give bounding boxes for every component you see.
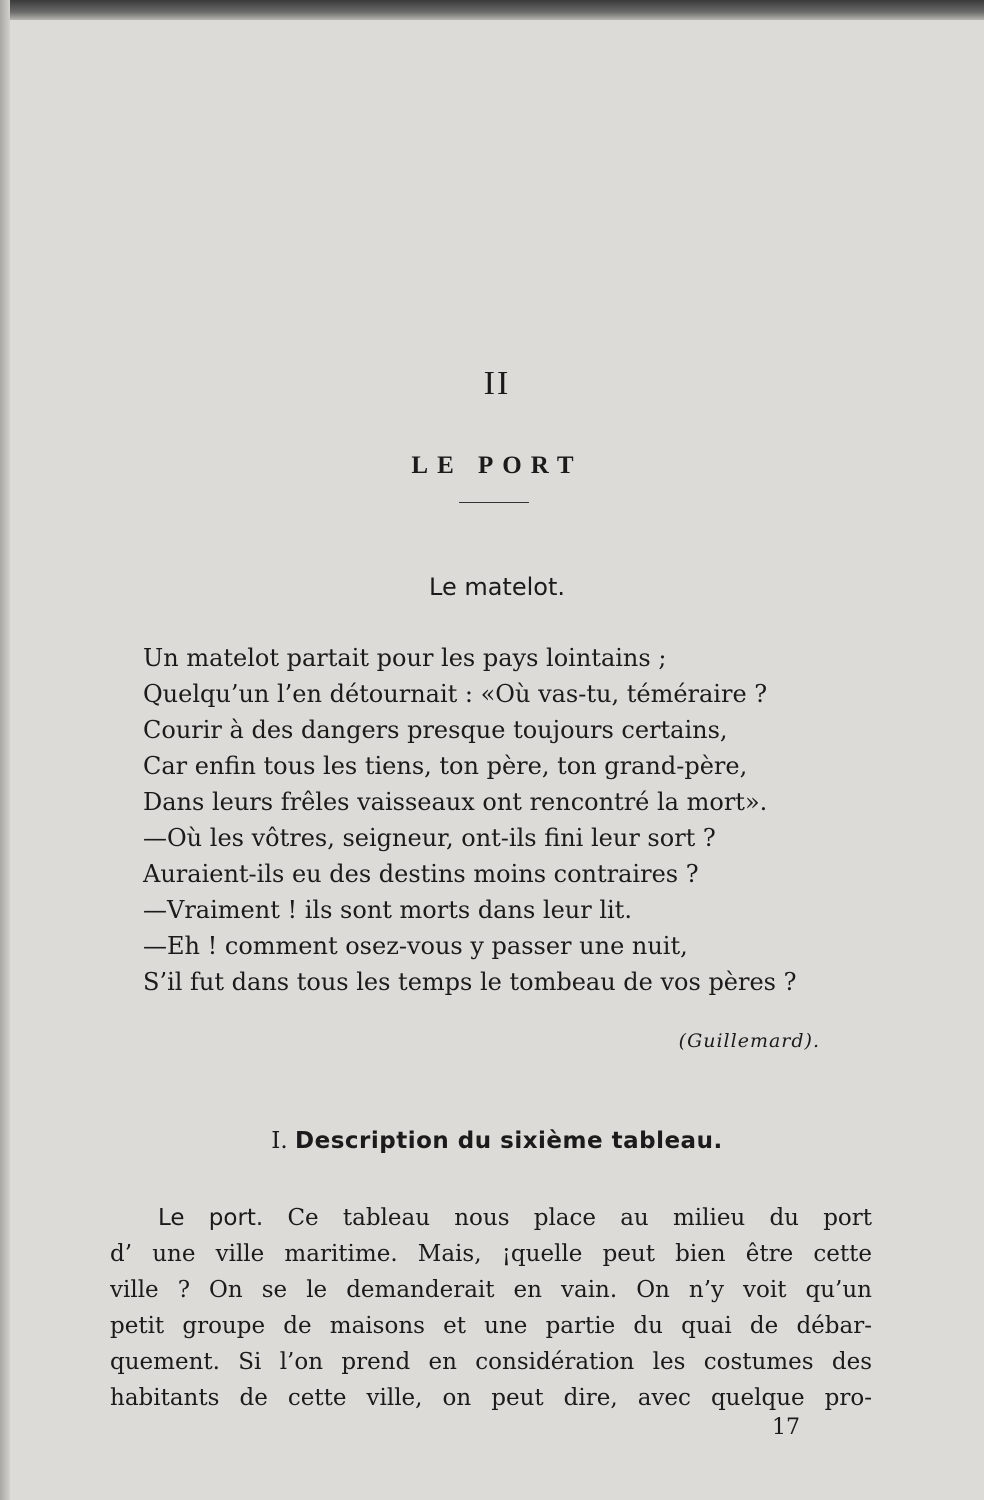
paragraph-line: quement. Si l’on prend en considération les costumes des: [110, 1349, 872, 1375]
poem-line: Courir à des dangers presque toujours certains,: [143, 716, 728, 744]
poem-line: —Eh ! comment osez-vous y passer une nuit,: [143, 932, 688, 960]
chapter-title: LE PORT: [411, 452, 583, 479]
paragraph-line: d’ une ville maritime. Mais, ¡quelle peut bien être cette: [110, 1241, 872, 1267]
paragraph-line: habitants de cette ville, on peut dire, avec quelque pro-: [110, 1385, 872, 1411]
paragraph-lead: Le port.: [158, 1205, 264, 1231]
poem-line: —Vraiment ! ils sont morts dans leur lit.: [143, 896, 632, 924]
paragraph-line: [110, 1200, 872, 1236]
paragraph-line: petit groupe de maisons et une partie du quai de débar-: [110, 1313, 872, 1339]
title-divider: [459, 502, 529, 503]
poem-line: Car enfin tous les tiens, ton père, ton grand-père,: [143, 752, 748, 780]
body-paragraph: [110, 1200, 872, 1416]
section-title: Description du sixième tableau.: [295, 1128, 723, 1154]
poem-line: —Où les vôtres, seigneur, ont-ils fini leur sort ?: [143, 824, 716, 852]
poem-line: S’il fut dans tous les temps le tombeau de vos pères ?: [143, 968, 797, 996]
poem-line: Dans leurs frêles vaisseaux ont rencontré la mort».: [143, 788, 768, 816]
chapter-number: II: [483, 365, 511, 402]
poem-line: Auraient-ils eu des destins moins contraires ?: [143, 860, 699, 888]
paragraph-line: ville ? On se le demanderait en vain. On n’y voit qu’un: [110, 1277, 872, 1303]
section-heading: [10, 1128, 984, 1154]
poem: [143, 640, 853, 1000]
book-page: [10, 20, 984, 1500]
poem-line: Quelqu’un l’en détournait : «Où vas-tu, téméraire ?: [143, 680, 768, 708]
book-left-edge: [0, 0, 10, 1500]
page-number: 17: [772, 1415, 800, 1440]
section-number: I.: [271, 1128, 288, 1154]
poem-line: Un matelot partait pour les pays lointains ;: [143, 644, 667, 672]
book-top-edge: [0, 0, 984, 20]
paragraph-line-text: Ce tableau nous place au milieu du port: [263, 1205, 872, 1231]
poem-author: (Guillemard).: [678, 1030, 820, 1052]
poem-title: Le matelot.: [429, 573, 565, 601]
